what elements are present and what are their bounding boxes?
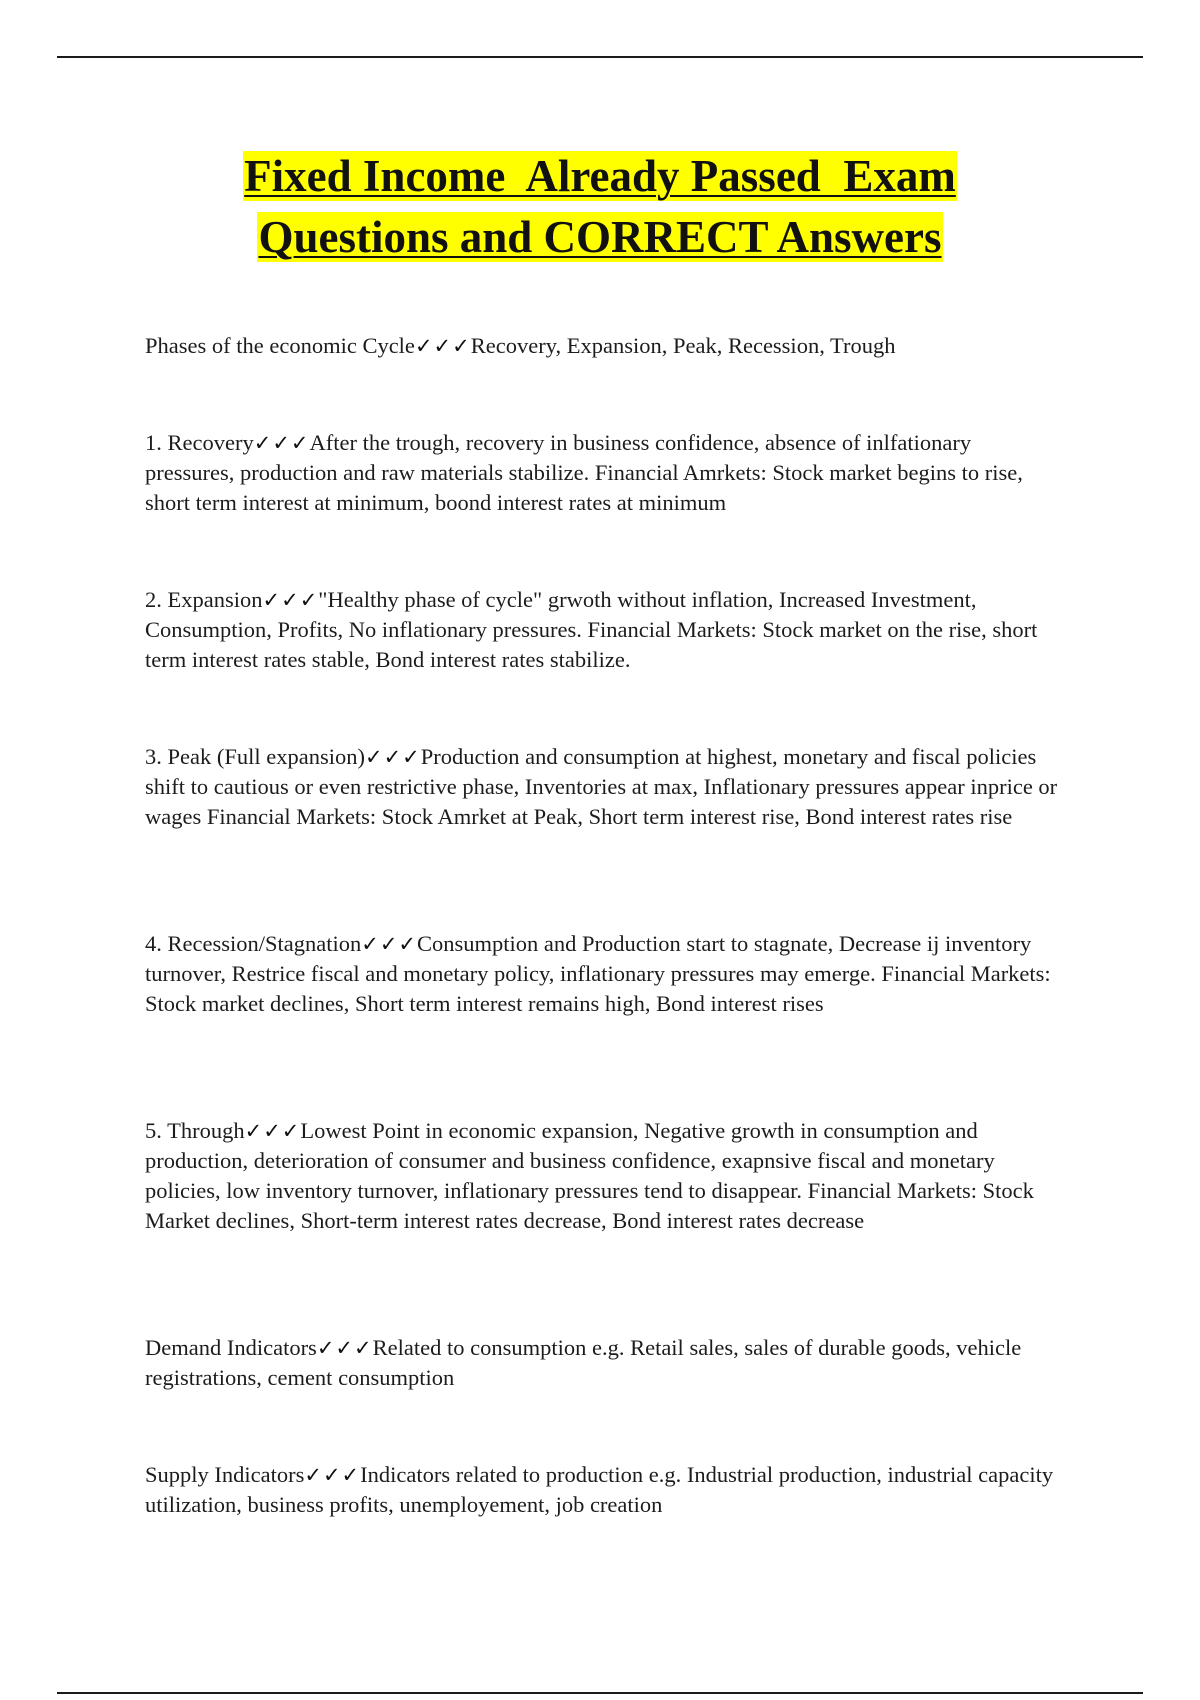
title-line-1: Fixed Income Already Passed Exam (244, 151, 956, 201)
qa-item (145, 742, 1060, 832)
answer-text: Lowest Point in economic expansion, Negative growth in consumption and production, deterioration of consumer and business confidence, exapnsive fiscal and monetary policies, low inventory turnover, inflationary pressures tend to disappear. Financial Markets: Stock Market declines, Short-term interest rates decrease, Bond interest rates decrease (145, 1118, 1034, 1233)
qa-item (145, 1460, 1060, 1520)
answer-text: "Healthy phase of cycle" grwoth without inflation, Increased Investment, Consumption, Profits, No inflationary pressures. Financial Markets: Stock market on the rise, short term interest rates stable, Bond interest rates stabilize. (145, 587, 1038, 672)
answer-text: Consumption and Production start to stagnate, Decrease ij inventory turnover, Restrice fiscal and monetary policy, inflationary pressures may emerge. Financial Markets: Stock market declines, Short term interest remains high, Bond interest rises (145, 931, 1051, 1016)
qa-item (145, 331, 1060, 361)
answer-text: Indicators related to production e.g. Industrial production, industrial capacity utilization, business profits, unemployement, job creation (145, 1462, 1054, 1517)
qa-item (145, 1333, 1060, 1393)
question-text: Phases of the economic Cycle (145, 333, 415, 358)
question-text: 1. Recovery (145, 430, 254, 455)
check-marks-icon: ✓✓✓ (361, 932, 418, 956)
document-title (0, 146, 1200, 268)
answer-text: Recovery, Expansion, Peak, Recession, Trough (470, 333, 896, 358)
top-rule (57, 56, 1143, 58)
check-marks-icon: ✓✓✓ (304, 1463, 361, 1487)
question-text: 4. Recession/Stagnation (145, 931, 362, 956)
question-text: 3. Peak (Full expansion) (145, 744, 365, 769)
qa-item (145, 1116, 1060, 1236)
bottom-rule (57, 1692, 1143, 1694)
question-text: 2. Expansion (145, 587, 263, 612)
qa-item (145, 929, 1060, 1019)
check-marks-icon: ✓✓✓ (253, 431, 310, 455)
check-marks-icon: ✓✓✓ (262, 588, 319, 612)
qa-item (145, 428, 1060, 518)
answer-text: Production and consumption at highest, monetary and fiscal policies shift to cautious or even restrictive phase, Inventories at max, Inflationary pressures appear inprice or wages Financial Markets: Stock Amrket at Peak, Short term interest rise, Bond interest rates rise (145, 744, 1058, 829)
qa-item (145, 585, 1060, 675)
check-marks-icon: ✓✓✓ (364, 745, 421, 769)
question-text: 5. Through (145, 1118, 245, 1143)
check-marks-icon: ✓✓✓ (244, 1119, 301, 1143)
check-marks-icon: ✓✓✓ (316, 1336, 373, 1360)
answer-text: Related to consumption e.g. Retail sales, sales of durable goods, vehicle registrations, cement consumption (145, 1335, 1022, 1390)
question-text: Supply Indicators (145, 1462, 305, 1487)
check-marks-icon: ✓✓✓ (414, 334, 471, 358)
question-text: Demand Indicators (145, 1335, 317, 1360)
answer-text: After the trough, recovery in business confidence, absence of inlfationary pressures, production and raw materials stabilize. Financial Amrkets: Stock market begins to rise, short term interest at minimum, boond interest rates at minimum (145, 430, 1023, 515)
title-line-2: Questions and CORRECT Answers (258, 212, 942, 262)
